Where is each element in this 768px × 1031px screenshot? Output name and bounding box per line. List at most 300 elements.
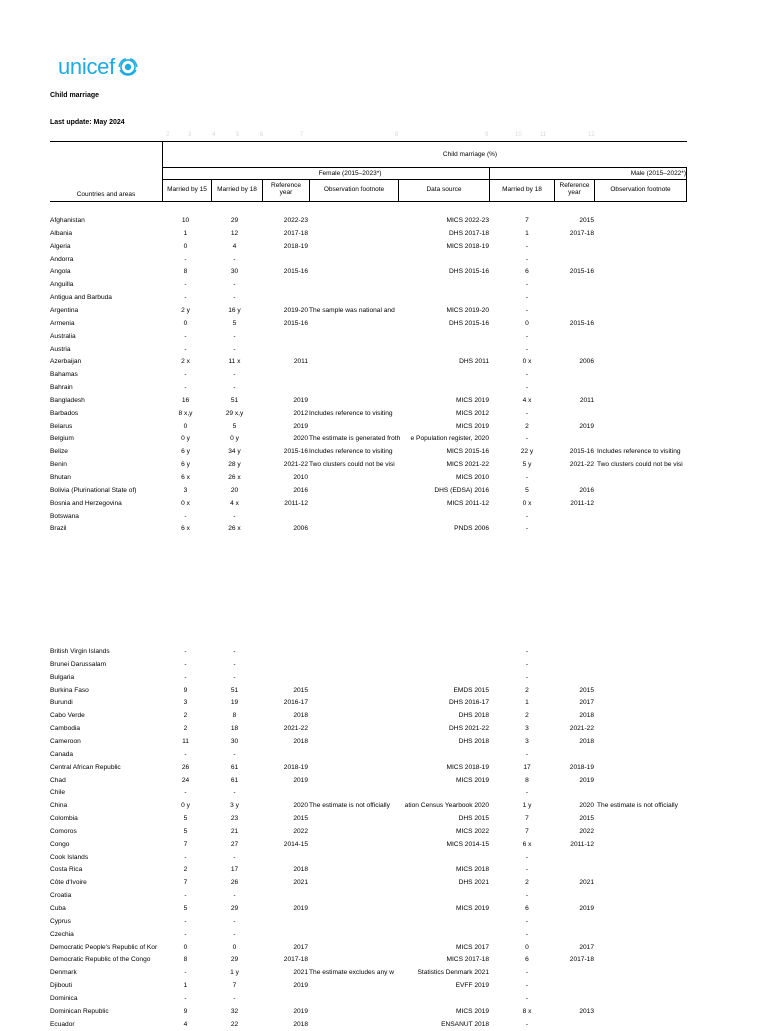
table-row [0,659,768,671]
reference-year: 2014-15 [283,840,308,848]
male-married-by-18: - [525,306,529,314]
country-name: Albania [50,229,72,237]
male-married-by-18: - [525,371,529,379]
table-row [0,472,768,484]
data-source: Statistics Denmark 2021 [417,969,489,977]
male-married-by-18: - [525,648,529,655]
married-by-18: - [233,994,236,1002]
data-source: ation Census Yearbook 2020 [404,802,489,810]
table-row [0,929,768,941]
country-name: Cameroon [50,737,81,745]
male-married-by-18: 1 [525,699,529,707]
observation-footnote: The estimate is not officially [309,802,390,810]
married-by-18: 12 [230,229,239,237]
married-by-15: 16 [181,396,190,404]
country-name: Brazil [50,525,67,533]
male-married-by-18: 7 [525,217,529,224]
reference-year: 2016 [293,486,308,494]
married-by-18: 26 [230,879,239,887]
column-index: 4 [212,132,216,138]
male-reference-year: 2011-12 [570,499,594,507]
married-by-18: 0 [232,943,237,951]
header-ref-year: Reference year [271,182,301,196]
country-name: Afghanistan [50,217,85,224]
table-row [0,459,768,471]
column-index-strip [160,132,690,140]
reference-year: 2019 [293,396,308,404]
married-by-15: 5 [183,815,188,823]
married-by-15: - [184,371,187,379]
country-name: Czechia [50,930,74,938]
data-source: MICS 2021-22 [446,461,489,469]
male-reference-year: 2013 [579,1007,594,1015]
male-reference-year: 2020 [579,802,594,810]
married-by-15: 0 [183,422,188,430]
data-source: MICS 2019 [456,776,489,784]
male-observation-footnote: The estimate is not officially [597,802,678,810]
table-row [0,826,768,838]
country-name: Democratic People's Republic of Kor [50,943,158,951]
table-row [0,864,768,876]
male-married-by-18: 8 [525,776,529,784]
male-married-by-18: 6 [525,905,529,912]
table-row [0,382,768,394]
reference-year: 2016-17 [283,699,308,707]
reference-year: 2021 [293,969,308,977]
header-female-group: Female (2015–2023*) [318,170,382,177]
married-by-15: - [184,294,187,302]
header-data-source: Data source [426,186,462,193]
data-source: e Population register, 2020 [410,435,489,443]
married-by-15: 2 [183,712,188,720]
male-reference-year: 2018 [579,737,594,745]
table-row [0,942,768,954]
married-by-18: 5 [232,319,237,327]
male-married-by-18: - [525,474,529,481]
married-by-15: - [184,853,187,861]
header-male-married-by-18: Married by 18 [502,186,542,193]
reference-year: 2019 [293,776,308,784]
male-reference-year: 2021-22 [569,725,594,733]
male-reference-year: 2017 [579,943,594,951]
data-source: MICS 2018 [456,866,489,874]
married-by-15: 1 [183,982,188,990]
married-by-15: - [184,345,187,353]
country-name: Colombia [50,815,78,823]
column-index: 5 [236,132,240,138]
male-reference-year: 2017-18 [569,956,594,964]
table-row [0,980,768,992]
married-by-18: - [233,930,236,938]
country-name: Bulgaria [50,673,75,681]
male-reference-year: 2018-19 [569,763,594,771]
reference-year: 2021-22 [283,725,308,733]
country-name: Australia [50,332,76,340]
country-name: Cuba [50,905,66,912]
male-married-by-18: - [525,917,529,925]
table-row [0,305,768,317]
married-by-15: 2 x [181,358,190,366]
reference-year: 2018-19 [283,763,308,771]
male-reference-year: 2018 [579,712,594,720]
country-name: Belgium [50,435,74,443]
married-by-15: - [184,917,187,925]
male-reference-year: 2015-16 [569,448,594,456]
male-reference-year: 2019 [579,905,594,912]
male-observation-footnote: Includes reference to visiting [597,448,681,456]
reference-year: 2010 [293,474,308,481]
unicef-logo [58,52,139,82]
table-row [0,685,768,697]
data-source: DHS (EDSA) 2016 [434,486,489,494]
header-countries: Countries and areas [76,191,136,198]
male-married-by-18: 1 y [522,802,532,810]
observation-footnote: Includes reference to visiting [309,409,393,417]
column-index: 3 [188,132,192,138]
married-by-18: 32 [230,1007,239,1015]
reference-year: 2022-23 [283,217,308,224]
data-source: EMDS 2015 [453,686,489,694]
male-married-by-18: 17 [523,763,531,771]
male-married-by-18: 0 x [522,358,532,366]
married-by-15: 8 [183,956,188,964]
country-name: Benin [50,461,67,469]
male-married-by-18: 0 x [522,499,532,507]
data-source: DHS 2015-16 [449,319,489,327]
male-married-by-18: - [525,512,529,520]
married-by-18: 4 x [230,499,239,507]
column-index: 12 [588,132,595,138]
male-married-by-18: - [525,281,529,289]
married-by-18: 5 [232,422,237,430]
married-by-15: 2 [183,725,188,733]
married-by-18: - [233,384,236,392]
married-by-18: 3 y [230,802,239,810]
reference-year: 2012 [293,409,308,417]
header-divider [489,167,490,202]
column-index: 11 [540,132,547,138]
male-married-by-18: 1 [525,229,529,237]
married-by-15: - [184,892,187,900]
married-by-15: 5 [183,827,188,835]
data-source: DHS 2021 [458,879,489,887]
country-name: Antigua and Barbuda [50,294,112,302]
married-by-15: 0 y [181,435,190,443]
table-row [0,421,768,433]
reference-year: 2019 [293,1007,308,1015]
table-row [0,1019,768,1031]
header-group: Child marriage (%) [442,151,498,158]
reference-year: 2017-18 [283,229,308,237]
country-name: Argentina [50,306,79,314]
married-by-15: - [184,750,187,758]
data-source: DHS 2018 [458,737,489,745]
male-married-by-18: 0 [525,319,529,327]
married-by-15: 9 [183,1007,188,1015]
header-bottom-rule [50,201,687,202]
header-divider [554,179,555,202]
married-by-15: - [184,994,187,1002]
table-row [0,723,768,735]
married-by-15: - [184,969,187,977]
last-update: Last update: May 2024 [50,119,125,126]
married-by-18: 11 x [228,358,241,366]
male-reference-year: 2015-16 [569,268,594,276]
married-by-15: - [184,673,187,681]
reference-year: 2015-16 [283,448,308,456]
country-name: Armenia [50,319,75,327]
male-married-by-18: 6 [525,268,529,276]
married-by-18: - [233,345,236,353]
data-source: MICS 2010 [456,474,489,481]
table-row [0,446,768,458]
married-by-15: 8 x,y [178,409,193,417]
male-married-by-18: 2 [525,686,529,694]
table-row [0,697,768,709]
married-by-18: 30 [230,737,239,745]
male-reference-year: 2011-12 [570,840,594,848]
table-row [0,813,768,825]
header-rule-group [162,167,687,168]
table-row [0,903,768,915]
table-row [0,736,768,748]
male-married-by-18: - [525,982,529,990]
data-source: DHS 2018 [458,712,489,720]
married-by-18: - [233,853,236,861]
table-row [0,839,768,851]
table-row [0,800,768,812]
male-married-by-18: 7 [525,815,529,823]
data-source: EVFF 2019 [455,982,489,990]
male-married-by-18: 0 [525,943,529,951]
reference-year: 2018 [293,866,308,874]
column-index: 10 [515,132,522,138]
header-male-ref-year: Reference year [559,182,590,196]
table-row [0,646,768,658]
married-by-18: 23 [230,815,239,823]
data-source: DHS 2015-16 [449,268,489,276]
table-row [0,279,768,291]
data-source: DHS 2011 [459,358,489,366]
married-by-15: 6 y [181,448,190,456]
male-married-by-18: - [525,435,529,443]
table-row [0,993,768,1005]
married-by-15: - [184,384,187,392]
married-by-18: 20 [230,486,239,494]
male-married-by-18: - [525,294,529,302]
reference-year: 2019 [293,905,308,912]
data-source: PNDS 2006 [454,525,489,533]
married-by-15: - [184,255,187,263]
data-source: MICS 2019-20 [446,306,489,314]
married-by-15: 1 [183,229,188,237]
reference-year: 2022 [293,827,308,835]
married-by-18: - [233,371,236,379]
male-married-by-18: - [525,384,529,392]
married-by-15: 3 [183,486,188,494]
male-married-by-18: 3 [525,725,529,733]
data-source: DHS 2015 [458,815,489,823]
country-name: Dominican Republic [50,1007,109,1015]
data-source: MICS 2014-15 [446,840,489,848]
table-row [0,852,768,864]
data-source: MICS 2018-19 [446,763,489,771]
table-row [0,344,768,356]
observation-footnote: The estimate is generated froth [309,435,401,443]
married-by-18: 26 x [228,525,241,533]
country-name: Austria [50,345,71,353]
header-male-obs-footnote: Observation footnote [610,186,671,193]
married-by-18: 28 y [228,461,241,469]
male-married-by-18: 7 [525,827,529,835]
male-reference-year: 2017 [579,699,594,707]
data-source: MICS 2018-19 [446,242,489,250]
male-married-by-18: 6 [525,956,529,964]
male-married-by-18: - [525,750,529,758]
male-married-by-18: - [525,866,529,874]
table-row [0,511,768,523]
reference-year: 2006 [293,525,308,533]
male-married-by-18: 22 y [520,448,534,456]
married-by-18: 29 x,y [225,409,244,417]
male-married-by-18: 2 [525,879,529,887]
male-reference-year: 2015 [579,686,594,694]
male-married-by-18: - [525,1020,529,1028]
married-by-18: 16 y [228,306,241,314]
country-name: Djibouti [50,982,72,990]
header-divider [686,167,687,202]
married-by-15: 26 [181,763,190,771]
reference-year: 2017-18 [283,956,308,964]
male-reference-year: 2011 [579,396,594,404]
data-source: MICS 2015-16 [446,448,489,456]
country-name: Botswana [50,512,79,520]
country-name: Bangladesh [50,396,85,404]
data-source: MICS 2022-23 [446,217,489,224]
country-name: Bahamas [50,371,78,379]
married-by-18: 1 y [230,969,239,977]
country-name: China [50,802,68,810]
male-reference-year: 2019 [579,422,594,430]
data-source: MICS 2022 [456,827,489,835]
male-married-by-18: 2 [525,422,529,430]
reference-year: 2011-12 [284,499,308,507]
reference-year: 2017 [293,943,308,951]
country-name: Brunei Darussalam [50,660,107,668]
male-married-by-18: - [525,789,529,797]
data-source: MICS 2019 [456,396,489,404]
married-by-15: 0 [183,319,188,327]
country-name: Belarus [50,422,73,430]
country-name: Croatia [50,892,72,900]
reference-year: 2018 [293,712,308,720]
logo-wordmark: unicef [58,54,115,79]
married-by-18: - [233,281,236,289]
column-index: 8 [395,132,399,138]
married-by-15: 7 [183,879,188,887]
married-by-18: - [233,673,236,681]
country-name: Cambodia [50,725,81,733]
married-by-18: 21 [230,827,239,835]
country-name: Democratic Republic of the Congo [50,956,151,964]
male-married-by-18: - [525,345,529,353]
table-row [0,967,768,979]
country-name: Burundi [50,699,73,707]
table-row [0,241,768,253]
observation-footnote: Two clusters could not be visi [309,461,395,469]
reference-year: 2018-19 [283,242,308,250]
married-by-15: 2 y [181,306,190,314]
table-row [0,954,768,966]
country-name: Denmark [50,969,77,977]
male-married-by-18: - [525,853,529,861]
married-by-15: 6 x [181,525,190,533]
male-reference-year: 2021-22 [569,461,594,469]
married-by-18: 61 [230,776,239,784]
married-by-18: 19 [230,699,239,707]
married-by-18: - [233,648,236,655]
male-married-by-18: - [525,930,529,938]
column-index: 7 [300,132,304,138]
married-by-15: 0 [183,242,188,250]
male-reference-year: 2022 [579,827,594,835]
male-married-by-18: - [525,525,529,533]
data-source: MICS 2011-12 [446,499,489,507]
column-index: 9 [485,132,489,138]
table-row [0,762,768,774]
table-row [0,395,768,407]
married-by-15: 6 y [181,461,190,469]
married-by-15: 11 [182,737,189,745]
married-by-15: 5 [183,905,188,912]
reference-year: 2015 [293,815,308,823]
married-by-18: - [233,892,236,900]
married-by-18: - [233,512,236,520]
married-by-18: - [233,294,236,302]
data-source: MICS 2017-18 [446,956,489,964]
table-row [0,890,768,902]
table-row [0,215,768,227]
married-by-18: - [233,255,236,263]
reference-year: 2019 [293,422,308,430]
table-row [0,916,768,928]
data-source: DHS 2021-22 [449,725,489,733]
data-source: MICS 2019 [456,422,489,430]
married-by-15: 7 [183,840,188,848]
reference-year: 2019-20 [283,306,308,314]
married-by-18: 34 y [228,448,241,456]
male-married-by-18: - [525,409,529,417]
married-by-15: 24 [181,776,190,784]
header-top-rule [50,141,687,142]
header-male-group: Male (2015–2022*) [630,170,686,177]
male-reference-year: 2017-18 [569,229,594,237]
table-row [0,523,768,535]
male-married-by-18: 3 [525,737,529,745]
married-by-18: 61 [230,763,239,771]
male-married-by-18: - [525,969,529,977]
unicef-emblem-icon [117,57,139,77]
married-by-18: 0 y [230,435,239,443]
male-reference-year: 2021 [579,879,594,887]
married-by-18: 30 [230,268,239,276]
married-by-18: - [233,332,236,340]
table-row [0,369,768,381]
country-name: Azerbaijan [50,358,82,366]
table-row [0,433,768,445]
country-name: Cook Islands [50,853,89,861]
column-index: 6 [260,132,264,138]
